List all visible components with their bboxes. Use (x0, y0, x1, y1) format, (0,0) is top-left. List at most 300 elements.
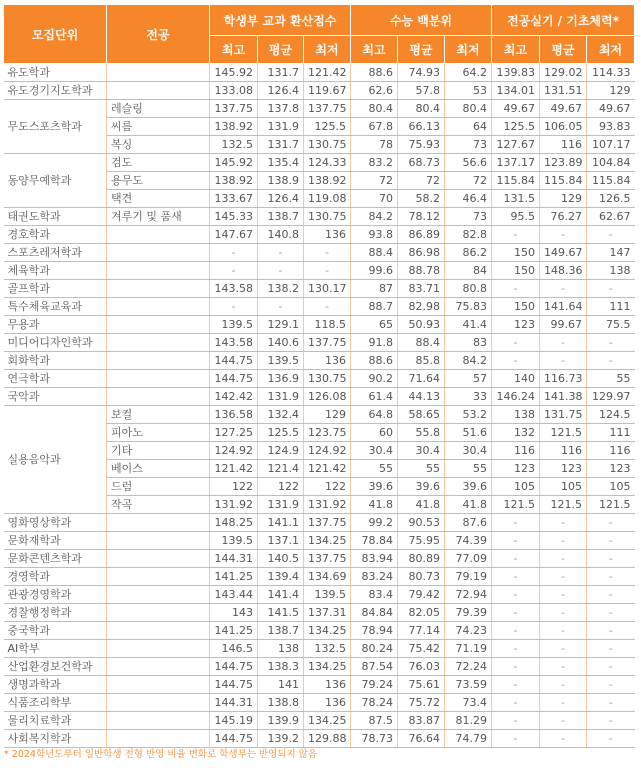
score-cell: 135.4 (258, 154, 304, 172)
score-cell: 51.6 (445, 424, 492, 442)
score-cell: 88.7 (351, 298, 398, 316)
table-row (4, 226, 635, 244)
score-cell: 129 (587, 82, 635, 100)
score-cell: 123 (492, 460, 540, 478)
score-cell: 145.33 (210, 208, 258, 226)
score-cell: 78.24 (351, 694, 398, 712)
score-cell: 83.2 (351, 154, 398, 172)
score-cell: 99.6 (351, 262, 398, 280)
score-cell: 90.2 (351, 370, 398, 388)
major-cell (107, 730, 210, 748)
unit-cell: 무도스포츠학과 (4, 100, 107, 154)
score-cell: 30.4 (351, 442, 398, 460)
score-cell: 144.75 (210, 658, 258, 676)
score-cell: - (587, 280, 635, 298)
unit-cell: AI학부 (4, 640, 107, 658)
score-cell: 41.4 (445, 316, 492, 334)
score-cell: 134.25 (304, 658, 351, 676)
score-cell: 74.93 (398, 64, 445, 82)
score-cell: 139.83 (492, 64, 540, 82)
score-cell: 114.33 (587, 64, 635, 82)
score-cell: 79.24 (351, 676, 398, 694)
score-cell: 81.29 (445, 712, 492, 730)
major-cell (107, 298, 210, 316)
score-cell: 105 (587, 478, 635, 496)
score-cell: 130.75 (304, 370, 351, 388)
score-cell: 116 (540, 442, 587, 460)
score-cell: 64 (445, 118, 492, 136)
score-cell: 79.19 (445, 568, 492, 586)
score-cell: 138.9 (258, 172, 304, 190)
score-cell: - (540, 514, 587, 532)
score-cell: - (540, 730, 587, 748)
score-cell: 116.73 (540, 370, 587, 388)
score-cell: 39.6 (398, 478, 445, 496)
score-cell: - (540, 676, 587, 694)
score-cell: 131.7 (258, 136, 304, 154)
score-cell: 137.17 (492, 154, 540, 172)
table-row (4, 388, 635, 406)
unit-cell: 경영학과 (4, 568, 107, 586)
score-cell: 144.75 (210, 730, 258, 748)
subheader-max: 최고 (351, 36, 398, 64)
score-cell: 139.2 (258, 730, 304, 748)
score-cell: 83.71 (398, 280, 445, 298)
score-cell: 137.1 (258, 532, 304, 550)
score-cell: 78 (351, 136, 398, 154)
score-cell: 125.5 (304, 118, 351, 136)
score-cell: 134.69 (304, 568, 351, 586)
score-cell: 84 (445, 262, 492, 280)
unit-cell: 동양무예학과 (4, 154, 107, 208)
score-cell: 139.5 (258, 352, 304, 370)
major-cell: 택견 (107, 190, 210, 208)
score-cell: 129.1 (258, 316, 304, 334)
score-cell: 104.84 (587, 154, 635, 172)
score-cell: - (492, 676, 540, 694)
major-cell (107, 712, 210, 730)
major-cell (107, 334, 210, 352)
major-cell (107, 604, 210, 622)
score-cell: - (492, 514, 540, 532)
table-row (4, 262, 635, 280)
score-cell: 124.33 (304, 154, 351, 172)
major-cell: 드럼 (107, 478, 210, 496)
score-cell: 106.05 (540, 118, 587, 136)
score-cell: 130.75 (304, 136, 351, 154)
score-cell: 131.9 (258, 388, 304, 406)
score-cell: 111 (587, 298, 635, 316)
score-cell: 93.8 (351, 226, 398, 244)
header-csat-percentile: 수능 백분위 (351, 5, 492, 36)
table-row (4, 730, 635, 748)
score-cell: 150 (492, 262, 540, 280)
score-cell: - (587, 712, 635, 730)
score-cell: - (492, 550, 540, 568)
score-cell: 144.75 (210, 370, 258, 388)
score-cell: 78.84 (351, 532, 398, 550)
score-cell: - (540, 622, 587, 640)
score-cell: 55 (398, 460, 445, 478)
score-cell: 123 (492, 316, 540, 334)
score-cell: 86.2 (445, 244, 492, 262)
score-cell: 87.5 (351, 712, 398, 730)
score-cell: 125.5 (258, 424, 304, 442)
score-cell: - (540, 586, 587, 604)
score-cell: 105 (540, 478, 587, 496)
score-cell: - (258, 298, 304, 316)
score-cell: 132.5 (210, 136, 258, 154)
major-cell (107, 514, 210, 532)
score-cell: 33 (445, 388, 492, 406)
score-cell: 53.2 (445, 406, 492, 424)
score-cell: 126.4 (258, 190, 304, 208)
table-row (4, 514, 635, 532)
score-cell: 57 (445, 370, 492, 388)
score-cell: 77.14 (398, 622, 445, 640)
score-cell: 79.42 (398, 586, 445, 604)
score-cell: 141.5 (258, 604, 304, 622)
score-cell: 39.6 (445, 478, 492, 496)
major-cell (107, 586, 210, 604)
score-cell: - (492, 658, 540, 676)
score-cell: 139.9 (258, 712, 304, 730)
score-cell: 71.64 (398, 370, 445, 388)
score-cell: 67.8 (351, 118, 398, 136)
score-cell: - (492, 334, 540, 352)
score-cell: 76.03 (398, 658, 445, 676)
score-cell: 141.25 (210, 622, 258, 640)
score-cell: 129.88 (304, 730, 351, 748)
unit-cell: 경찰행정학과 (4, 604, 107, 622)
score-cell: - (258, 262, 304, 280)
subheader-min: 최저 (304, 36, 351, 64)
score-cell: - (540, 568, 587, 586)
score-cell: 148.36 (540, 262, 587, 280)
score-cell: 88.6 (351, 352, 398, 370)
unit-cell: 연극학과 (4, 370, 107, 388)
table-row (4, 712, 635, 730)
score-cell: 134.01 (492, 82, 540, 100)
score-cell: 138 (492, 406, 540, 424)
score-cell: 137.75 (304, 100, 351, 118)
unit-cell: 체육학과 (4, 262, 107, 280)
score-cell: 145.19 (210, 712, 258, 730)
score-cell: 116 (492, 442, 540, 460)
score-cell: 86.98 (398, 244, 445, 262)
score-cell: 87.6 (445, 514, 492, 532)
score-cell: 70 (351, 190, 398, 208)
score-cell: - (540, 550, 587, 568)
score-cell: 123.89 (540, 154, 587, 172)
major-cell: 용무도 (107, 172, 210, 190)
score-cell: 41.8 (351, 496, 398, 514)
score-cell: 138.92 (210, 172, 258, 190)
score-cell: 88.6 (351, 64, 398, 82)
score-cell: 145.92 (210, 154, 258, 172)
score-cell: 132 (492, 424, 540, 442)
score-cell: 116 (540, 136, 587, 154)
score-cell: - (587, 532, 635, 550)
score-cell: - (492, 568, 540, 586)
score-cell: 86.89 (398, 226, 445, 244)
score-cell: 125.5 (492, 118, 540, 136)
table-row (4, 208, 635, 226)
table-row (4, 532, 635, 550)
score-cell: 84.2 (445, 352, 492, 370)
score-cell: 107.17 (587, 136, 635, 154)
score-cell: 80.4 (445, 100, 492, 118)
score-cell: - (540, 694, 587, 712)
subheader-avg: 평균 (398, 36, 445, 64)
major-cell (107, 532, 210, 550)
score-cell: 115.84 (492, 172, 540, 190)
score-cell: 58.65 (398, 406, 445, 424)
score-cell: - (492, 352, 540, 370)
score-cell: 140.5 (258, 550, 304, 568)
score-cell: - (492, 622, 540, 640)
score-cell: 80.8 (445, 280, 492, 298)
score-cell: 44.13 (398, 388, 445, 406)
score-cell: 80.24 (351, 640, 398, 658)
score-cell: 146.24 (492, 388, 540, 406)
score-cell: 123.75 (304, 424, 351, 442)
score-cell: - (587, 676, 635, 694)
score-cell: 143 (210, 604, 258, 622)
major-cell (107, 64, 210, 82)
score-cell: 91.8 (351, 334, 398, 352)
score-cell: 49.67 (587, 100, 635, 118)
major-cell: 베이스 (107, 460, 210, 478)
score-cell: 134.25 (304, 532, 351, 550)
score-cell: 75.5 (587, 316, 635, 334)
score-cell: 53 (445, 82, 492, 100)
score-cell: 124.5 (587, 406, 635, 424)
score-cell: 136.9 (258, 370, 304, 388)
score-cell: - (587, 550, 635, 568)
score-cell: - (540, 352, 587, 370)
score-cell: - (587, 604, 635, 622)
major-cell: 씨름 (107, 118, 210, 136)
unit-cell: 미디어디자인학과 (4, 334, 107, 352)
unit-cell: 영화영상학과 (4, 514, 107, 532)
score-cell: - (587, 334, 635, 352)
unit-cell: 특수체육교육과 (4, 298, 107, 316)
score-cell: 129.97 (587, 388, 635, 406)
score-cell: 132.4 (258, 406, 304, 424)
score-cell: 139.5 (304, 586, 351, 604)
score-cell: - (540, 640, 587, 658)
score-cell: 116 (587, 442, 635, 460)
score-cell: - (587, 658, 635, 676)
table-row (4, 658, 635, 676)
table-row (4, 100, 635, 118)
score-cell: 143.44 (210, 586, 258, 604)
unit-cell: 유도경기지도학과 (4, 82, 107, 100)
score-cell: 75.72 (398, 694, 445, 712)
table-row (4, 334, 635, 352)
score-cell: 88.4 (398, 334, 445, 352)
score-cell: - (587, 514, 635, 532)
score-cell: 56.6 (445, 154, 492, 172)
score-cell: - (492, 280, 540, 298)
score-cell: 55 (587, 370, 635, 388)
score-cell: 68.73 (398, 154, 445, 172)
table-body (4, 64, 635, 748)
score-cell: 149.67 (540, 244, 587, 262)
score-cell: 60 (351, 424, 398, 442)
score-cell: 127.67 (492, 136, 540, 154)
score-cell: - (492, 712, 540, 730)
score-cell: - (587, 694, 635, 712)
score-cell: 83.87 (398, 712, 445, 730)
score-cell: 140.8 (258, 226, 304, 244)
score-cell: 66.13 (398, 118, 445, 136)
score-cell: 123 (587, 460, 635, 478)
major-cell (107, 226, 210, 244)
score-cell: - (304, 298, 351, 316)
score-cell: 131.51 (540, 82, 587, 100)
subheader-max: 최고 (210, 36, 258, 64)
score-cell: 80.4 (398, 100, 445, 118)
score-cell: 138.2 (258, 280, 304, 298)
score-cell: 55 (351, 460, 398, 478)
score-cell: 115.84 (587, 172, 635, 190)
score-cell: 88.4 (351, 244, 398, 262)
score-cell: 141.64 (540, 298, 587, 316)
score-cell: - (492, 532, 540, 550)
score-cell: 76.27 (540, 208, 587, 226)
score-cell: - (587, 730, 635, 748)
score-cell: 82.8 (445, 226, 492, 244)
score-cell: 129 (540, 190, 587, 208)
major-cell (107, 550, 210, 568)
score-cell: 84.84 (351, 604, 398, 622)
major-cell (107, 82, 210, 100)
score-cell: 136.58 (210, 406, 258, 424)
score-cell: 57.8 (398, 82, 445, 100)
score-cell: 30.4 (445, 442, 492, 460)
table-row (4, 280, 635, 298)
table-row (4, 640, 635, 658)
score-cell: - (540, 712, 587, 730)
score-cell: - (587, 352, 635, 370)
score-cell: 145.92 (210, 64, 258, 82)
score-cell: 150 (492, 298, 540, 316)
score-cell: - (492, 730, 540, 748)
score-cell: 137.75 (304, 334, 351, 352)
score-cell: 64.8 (351, 406, 398, 424)
score-cell: 126.5 (587, 190, 635, 208)
header-unit: 모집단위 (4, 5, 107, 64)
score-cell: 133.08 (210, 82, 258, 100)
score-cell: 137.8 (258, 100, 304, 118)
table-row (4, 64, 635, 82)
score-cell: 87 (351, 280, 398, 298)
unit-cell: 생명과학과 (4, 676, 107, 694)
unit-cell: 관광경영학과 (4, 586, 107, 604)
score-cell: 131.75 (540, 406, 587, 424)
score-cell: 131.7 (258, 64, 304, 82)
score-cell: - (587, 640, 635, 658)
score-cell: 82.05 (398, 604, 445, 622)
score-cell: 39.6 (351, 478, 398, 496)
unit-cell: 문화콘텐츠학과 (4, 550, 107, 568)
score-cell: 137.75 (304, 514, 351, 532)
table-row (4, 244, 635, 262)
score-cell: 75.83 (445, 298, 492, 316)
score-cell: 139.4 (258, 568, 304, 586)
score-cell: 93.83 (587, 118, 635, 136)
score-cell: 121.42 (304, 460, 351, 478)
score-cell: 73 (445, 136, 492, 154)
score-cell: 138.8 (258, 694, 304, 712)
score-cell: 132.5 (304, 640, 351, 658)
table-row (4, 694, 635, 712)
major-cell (107, 262, 210, 280)
header-major: 전공 (107, 5, 210, 64)
score-cell: 122 (210, 478, 258, 496)
score-cell: 130.75 (304, 208, 351, 226)
score-cell: 126.08 (304, 388, 351, 406)
score-cell: - (540, 226, 587, 244)
score-cell: 61.4 (351, 388, 398, 406)
score-cell: - (210, 262, 258, 280)
unit-cell: 중국학과 (4, 622, 107, 640)
score-cell: - (258, 244, 304, 262)
score-cell: 75.93 (398, 136, 445, 154)
score-cell: 143.58 (210, 334, 258, 352)
table-row (4, 154, 635, 172)
unit-cell: 사회복지학과 (4, 730, 107, 748)
table-row (4, 316, 635, 334)
unit-cell: 산업환경보건학과 (4, 658, 107, 676)
score-cell: - (210, 244, 258, 262)
score-cell: 137.31 (304, 604, 351, 622)
score-cell: 122 (304, 478, 351, 496)
score-cell: 74.23 (445, 622, 492, 640)
subheader-avg: 평균 (540, 36, 587, 64)
score-cell: 138.7 (258, 208, 304, 226)
unit-cell: 회화학과 (4, 352, 107, 370)
score-cell: 82.98 (398, 298, 445, 316)
score-cell: 83.4 (351, 586, 398, 604)
admission-score-table (3, 4, 635, 748)
score-cell: 134.25 (304, 712, 351, 730)
score-cell: 121.4 (258, 460, 304, 478)
footnote: * 2024학년도부터 일반학생 전형 반영 비율 변화로 학생부는 반영되지 않음 (4, 749, 318, 760)
score-cell: 71.19 (445, 640, 492, 658)
table-row (4, 370, 635, 388)
score-cell: 148.25 (210, 514, 258, 532)
score-cell: 62.67 (587, 208, 635, 226)
unit-cell: 실용음악과 (4, 406, 107, 514)
score-cell: 138.92 (210, 118, 258, 136)
score-cell: 139.5 (210, 316, 258, 334)
score-cell: 124.9 (258, 442, 304, 460)
score-cell: 126.4 (258, 82, 304, 100)
score-cell: 131.5 (492, 190, 540, 208)
score-cell: 121.42 (304, 64, 351, 82)
score-cell: 138.3 (258, 658, 304, 676)
major-cell (107, 388, 210, 406)
subheader-avg: 평균 (258, 36, 304, 64)
score-cell: 64.2 (445, 64, 492, 82)
unit-cell: 유도학과 (4, 64, 107, 82)
score-cell: 74.39 (445, 532, 492, 550)
major-cell (107, 316, 210, 334)
unit-cell: 스포츠레저학과 (4, 244, 107, 262)
